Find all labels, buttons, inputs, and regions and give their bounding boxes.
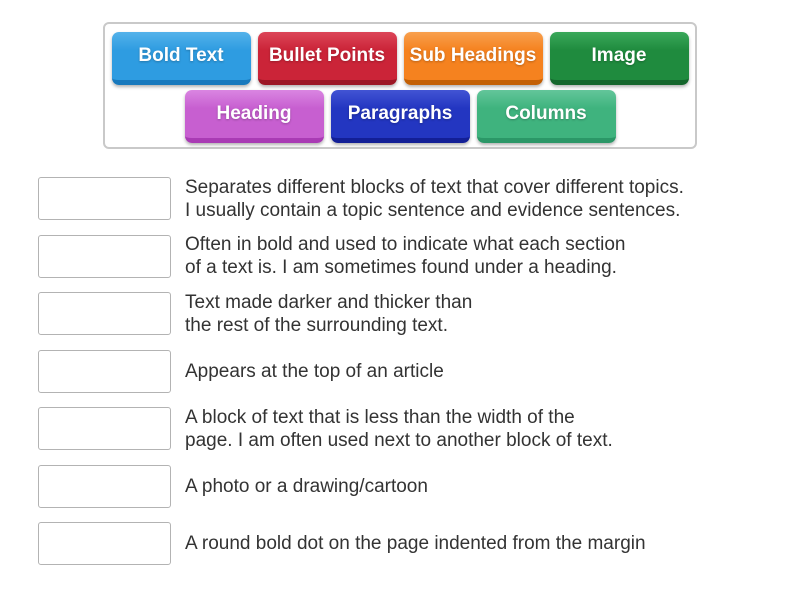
description-line: Separates different blocks of text that cover different topics.: [185, 176, 684, 198]
match-description: [185, 475, 428, 498]
match-description: [185, 176, 684, 222]
match-description: [185, 291, 472, 337]
drop-box-6[interactable]: [38, 465, 171, 508]
match-description: [185, 532, 646, 555]
description-line: Text made darker and thicker than: [185, 291, 473, 313]
match-row-2: [38, 235, 800, 278]
tile-image[interactable]: Image: [550, 32, 689, 85]
match-row-1: [38, 177, 800, 220]
description-line: the rest of the surrounding text.: [185, 314, 448, 336]
description-line: I usually contain a topic sentence and evidence sentences.: [185, 199, 681, 221]
drop-box-2[interactable]: [38, 235, 171, 278]
description-line: of a text is. I am sometimes found under a heading.: [185, 257, 617, 278]
tile-sub-headings[interactable]: Sub Headings: [404, 32, 543, 85]
drop-box-3[interactable]: [38, 292, 171, 335]
description-line: A block of text that is less than the width of the: [185, 406, 575, 428]
drop-box-7[interactable]: [38, 522, 171, 565]
tile-columns[interactable]: Columns: [477, 90, 616, 143]
match-row-3: [38, 292, 800, 335]
drop-box-1[interactable]: [38, 177, 171, 220]
description-line: Appears at the top of an article: [185, 360, 444, 382]
match-description: [185, 360, 444, 383]
drop-box-5[interactable]: [38, 407, 171, 450]
tile-heading[interactable]: Heading: [185, 90, 324, 143]
tile-row-2: [111, 90, 689, 143]
tile-paragraphs[interactable]: Paragraphs: [331, 90, 470, 143]
match-list: [38, 177, 800, 565]
tile-row-1: [111, 32, 689, 85]
match-row-4: [38, 350, 800, 393]
match-row-7: [38, 522, 800, 565]
description-line: Often in bold and used to indicate what each section: [185, 234, 626, 255]
match-row-6: [38, 465, 800, 508]
description-line: page. I am often used next to another block of text.: [185, 429, 613, 451]
tile-bullet-points[interactable]: Bullet Points: [258, 32, 397, 85]
drop-box-4[interactable]: [38, 350, 171, 393]
match-description: [185, 406, 613, 452]
description-line: A round bold dot on the page indented from the margin: [185, 533, 646, 554]
word-bank: [103, 22, 697, 149]
tile-bold-text[interactable]: Bold Text: [112, 32, 251, 85]
match-description: [185, 233, 625, 279]
match-row-5: [38, 407, 800, 450]
description-line: A photo or a drawing/cartoon: [185, 475, 428, 497]
